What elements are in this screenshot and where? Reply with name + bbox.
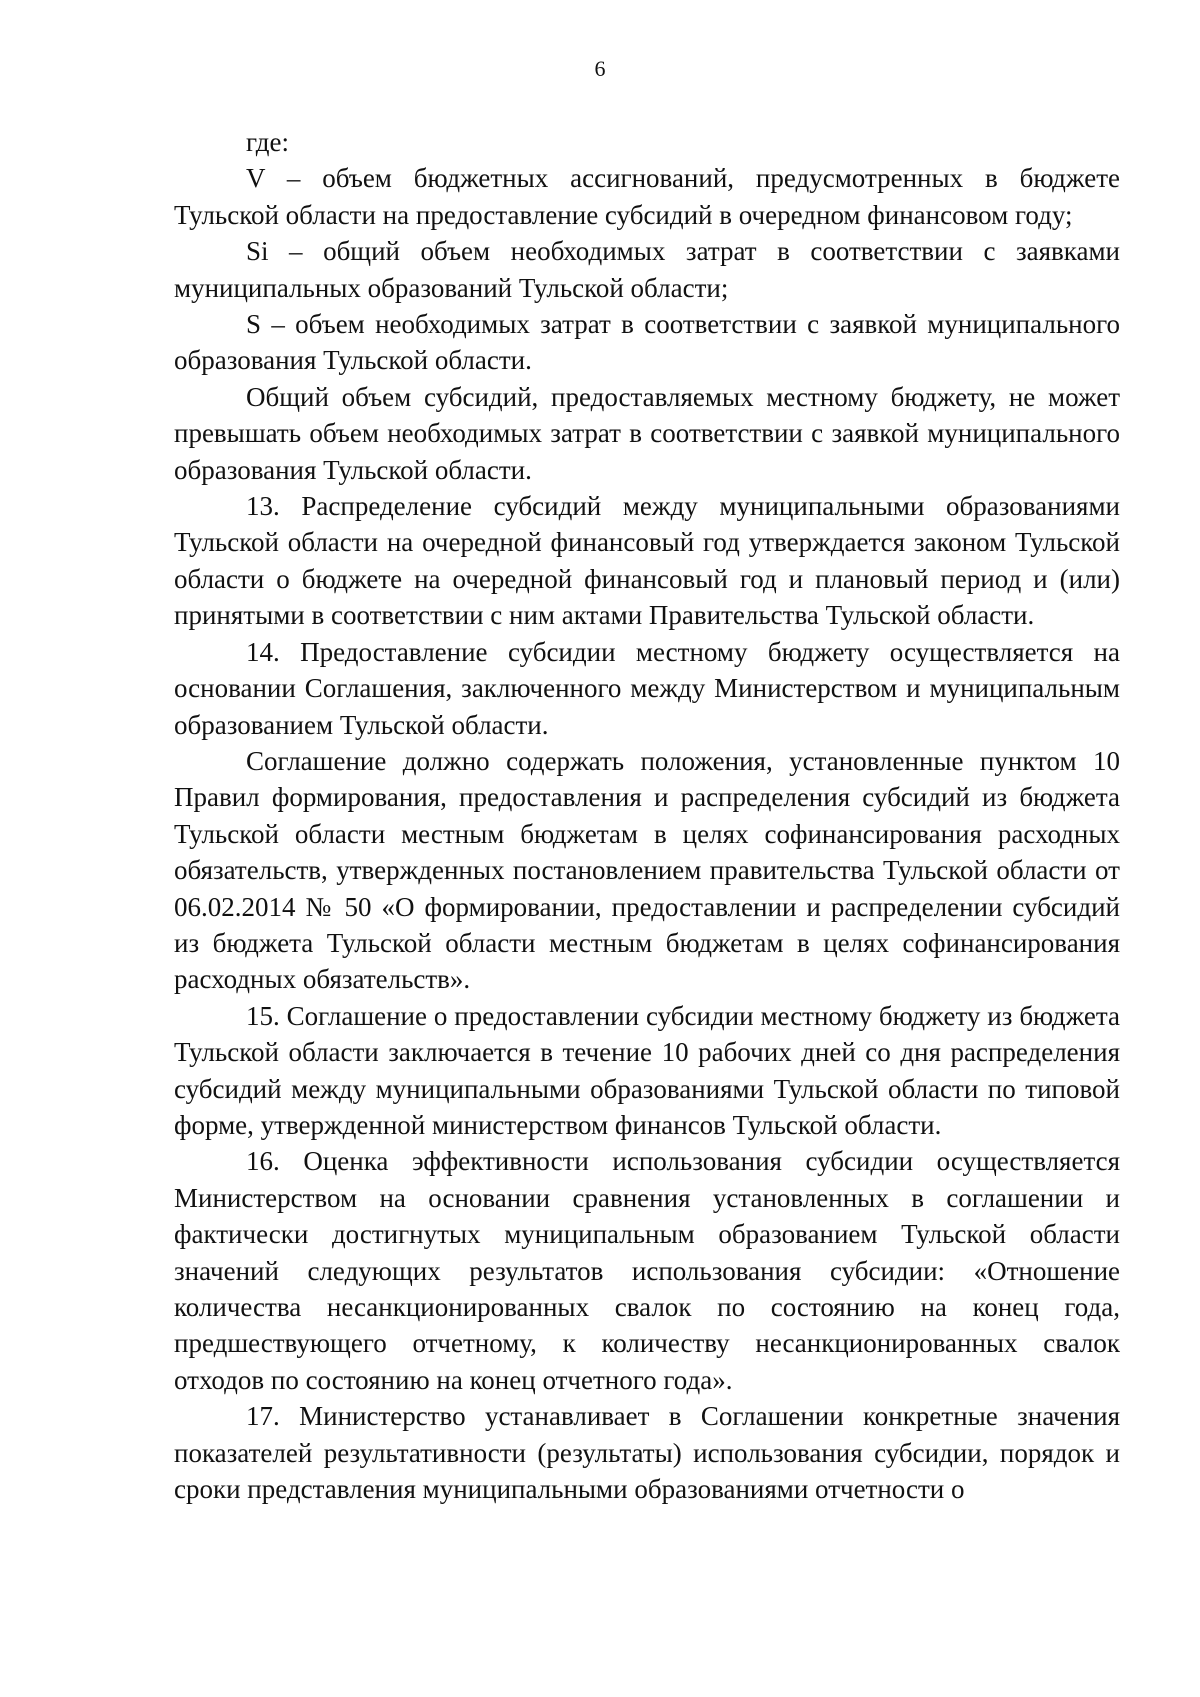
- paragraph-item-17: 17. Министерство устанавливает в Соглашении конкретные значения показателей результативности (результаты) использования субсидии, порядок и сроки представления муниципальными образованиями отчетности о: [174, 1401, 1120, 1505]
- paragraph-total-subsidy: Общий объем субсидий, предоставляемых местному бюджету, не может превышать объем необходимых затрат в соответствии с заявкой муниципального образования Тульской области.: [174, 381, 1120, 485]
- page-number: 6: [594, 56, 606, 81]
- document-body: [174, 124, 1120, 1507]
- paragraph-item-14: 14. Предоставление субсидии местному бюджету осуществляется на основании Соглашения, заключенного между Министерством и муниципальным образованием Тульской области.: [174, 636, 1120, 740]
- paragraph-s-definition: S – объем необходимых затрат в соответствии с заявкой муниципального образования Тульской области.: [174, 309, 1120, 376]
- paragraph-item-13: 13. Распределение субсидий между муниципальными образованиями Тульской области на очередной финансовый год утверждается законом Тульской области о бюджете на очередной финансовый год и плановый период и (или) принятыми в соответствии с ним актами Правительства Тульской области.: [174, 491, 1120, 631]
- paragraph-item-16: 16. Оценка эффективности использования субсидии осуществляется Министерством на основании сравнения установленных в соглашении и фактически достигнутых муниципальным образованием Тульской области значений следующих результатов использования субсидии: «Отношение количества несанкционированных свалок по состоянию на конец года, предшествующего отчетному, к количеству несанкционированных свалок отходов по состоянию на конец отчетного года».: [174, 1146, 1120, 1395]
- paragraph-si-definition: Si – общий объем необходимых затрат в соответствии с заявками муниципальных образований Тульской области;: [174, 236, 1120, 303]
- paragraph-agreement-provisions: Соглашение должно содержать положения, установленные пунктом 10 Правил формирования, предоставления и распределения субсидий из бюджета Тульской области местным бюджетам в целях софинансирования расходных обязательств, утвержденных постановлением правительства Тульской области от 06.02.2014 № 50 «О формировании, предоставлении и распределении субсидий из бюджета Тульской области местным бюджетам в целях софинансирования расходных обязательств».: [174, 745, 1120, 995]
- paragraph-where: где:: [246, 127, 289, 157]
- paragraph-item-15: 15. Соглашение о предоставлении субсидии местному бюджету из бюджета Тульской области заключается в течение 10 рабочих дней со дня распределения субсидий между муниципальными образованиями Тульской области по типовой форме, утвержденной министерством финансов Тульской области.: [174, 1000, 1120, 1140]
- paragraph-v-definition: V – объем бюджетных ассигнований, предусмотренных в бюджете Тульской области на предоставление субсидий в очередном финансовом году;: [174, 163, 1120, 230]
